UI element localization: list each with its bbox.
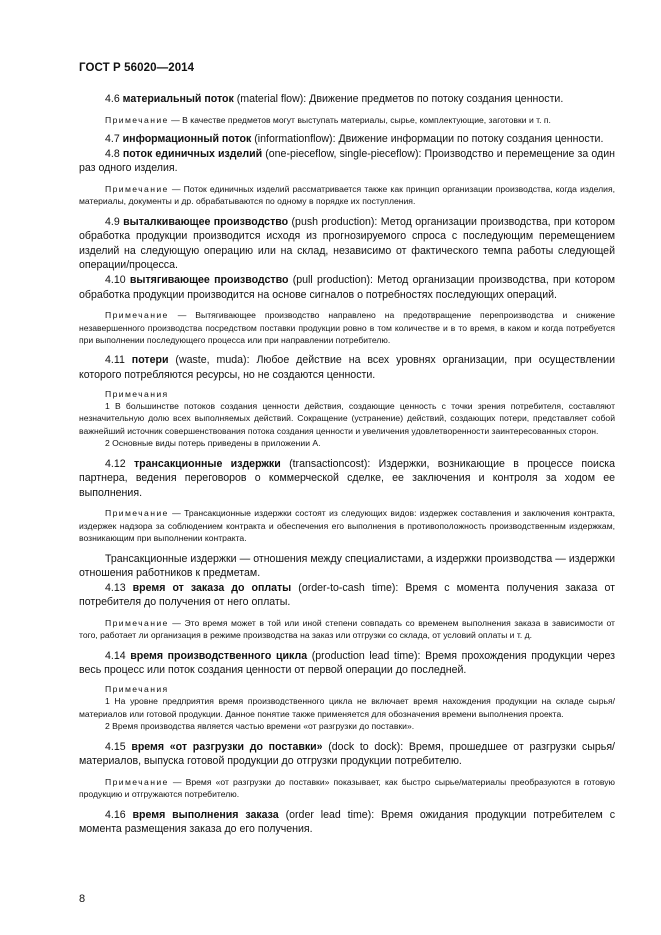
- note-4-11-2: 2 Основные виды потерь приведены в приложении А.: [105, 438, 321, 449]
- note-4-6: Примечание — В качестве предметов могут выступать материалы, сырье, комплектующие, заготовки и т. п.: [105, 114, 551, 125]
- page-number: 8: [79, 893, 86, 905]
- term-4-8: 4.8 поток единичных изделий (one-pieceflow, single-pieceflow): Производство и перемещение за один раз одного изделия.: [79, 147, 616, 175]
- note-4-12: Примечание — Трансакционные издержки состоят из следующих видов: издержек составления и заключения контракта, издержек надзора за соблюдением контракта и обеспечения его выполнения в противоположность производственным издержкам, возникающим при выполнении контракта.: [79, 508, 615, 544]
- term-4-12: 4.12 трансакционные издержки (transactioncost): Издержки, возникающие в процессе поиска партнера, ведения переговоров о коммерческой сделке, ее заключения и контроля за ходом ее выполнения.: [79, 457, 615, 499]
- term-4-11: 4.11 потери (waste, muda): Любое действие на всех уровнях организации, при осуществлении которого потребляются ресурсы, но не создаются ценности.: [79, 354, 615, 381]
- term-4-13: 4.13 время от заказа до оплаты (order-to-cash time): Время с момента получения заказа от потребителя до получения от него оплаты.: [79, 581, 615, 609]
- standard-code-header: ГОСТ Р 56020—2014: [79, 62, 195, 74]
- notes-heading-4-11: Примечания: [105, 388, 169, 399]
- note-4-15: Примечание — Время «от разгрузки до поставки» показывает, как быстро сырье/материалы преобразуются в готовую продукцию и отгружаются потребителю.: [79, 776, 615, 800]
- note-4-14-2: 2 Время производства является частью времени «от разгрузки до поставки».: [105, 721, 415, 732]
- note-4-8: Примечание — Поток единичных изделий рассматривается также как принцип организации производства, когда изделия, материалы, документы и др. обрабатываются по одному в порядке их поступления.: [79, 183, 615, 207]
- term-4-10: 4.10 вытягивающее производство (pull production): Метод организации производства, при котором обработка продукции производится на основе сигналов о потребностях последующих операций.: [79, 273, 616, 301]
- note-4-14-1: 1 На уровне предприятия время производственного цикла не включает время нахождения продукции на складе сырья/материалов или готовой продукции. Данное понятие также применяется для обозначения времени выполнения проекта.: [79, 696, 615, 719]
- note-4-13: Примечание — Это время может в той или иной степени совпадать со временем выполнения заказа в зависимости от того, работает ли организация в режиме производства на заказ или отгрузки со склада, от условий оплаты и т. д.: [79, 617, 615, 641]
- notes-heading-4-14: Примечания: [105, 683, 169, 694]
- term-4-14: 4.14 время производственного цикла (production lead time): Время прохождения продукции через весь процесс или поток создания ценности от первой операции до последней.: [79, 649, 616, 677]
- term-4-7: 4.7 информационный поток (informationflow): Движение информации по потоку создания ценности.: [105, 133, 604, 145]
- term-4-9: 4.9 выталкивающее производство (push production): Метод организации производства, при котором обработка продукции производится исходя из прогнозируемого спроса с последующим перемещением изделий на следующую операцию или на склад, независимо от фактического темпа работы следующей операции/процесса.: [79, 215, 615, 272]
- note-4-10: Примечание — Вытягивающее производство направлено на предотвращение перепроизводства и снижение незавершенного производства посредством поставки продукции ровно в том количестве и в то время, в каком и когда потребуется при выполнении последующего процесса или при направлении потребителю.: [79, 310, 615, 345]
- note-4-11-1: 1 В большинстве потоков создания ценности действия, создающие ценность с точки зрения потребителя, составляют незначительную долю всех выполняемых действий. Сокращение (устранение) действий, создающих потери, представляет собой важнейший источник совершенствования потока создания ценности и увеличения удовлетворенности заинтересованных сторон.: [79, 400, 615, 436]
- paragraph-4-12-addendum: Трансакционные издержки — отношения между специалистами, а издержки производства — издержки отношения работников к предметам.: [79, 552, 615, 580]
- term-4-6: 4.6 материальный поток (material flow): Движение предметов по потоку создания ценности.: [105, 93, 564, 105]
- term-4-15: 4.15 время «от разгрузки до поставки» (dock to dock): Время, прошедшее от разгрузки сырья/материалов, выпуска готовой продукции до отгрузки продукции потребителю.: [79, 740, 615, 768]
- page-body: [79, 92, 615, 837]
- term-4-16: 4.16 время выполнения заказа (order lead time): Время ожидания продукции потребителем с момента размещения заказа до его получения.: [79, 808, 615, 836]
